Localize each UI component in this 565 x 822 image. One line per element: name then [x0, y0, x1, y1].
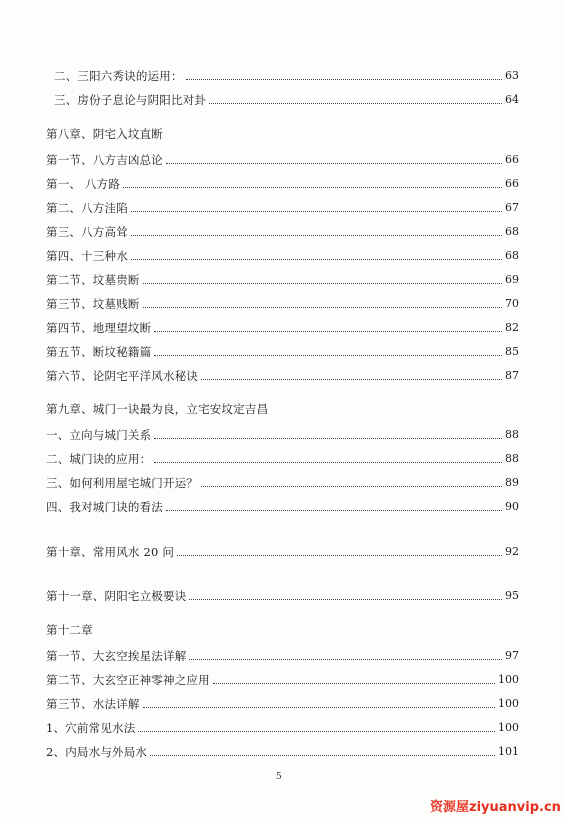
toc-entry[interactable] [46, 271, 519, 287]
toc-entry[interactable] [46, 247, 519, 263]
dot-leader [143, 307, 502, 308]
toc-entry-label: 第六节、论阴宅平洋风水秘诀 [46, 369, 199, 383]
toc-entry-page: 88 [505, 428, 519, 441]
toc-entry-label: 第四节、地理望坟断 [46, 321, 152, 335]
toc-entry-label: 第三节、坟墓贱断 [46, 297, 140, 311]
dot-leader [154, 438, 502, 439]
chapter-heading[interactable]: 第九章、城门一诀最为良，立宅安坟定吉昌 [46, 402, 269, 416]
toc-entry-label: 第十一章、阴阳宅立极要诀 [46, 589, 187, 603]
dot-leader [201, 486, 502, 487]
toc-entry[interactable] [46, 426, 519, 442]
toc-entry-label: 一、立向与城门关系 [46, 428, 152, 442]
toc-entry-page: 69 [505, 273, 519, 286]
dot-leader [131, 235, 502, 236]
toc-entry-label: 三、如何利用屋宅城门开运？ [46, 476, 199, 490]
page-number: 5 [276, 772, 282, 782]
dot-leader [143, 283, 502, 284]
toc-entry-label: 第三节、水法详解 [46, 697, 140, 711]
toc-entry-page: 97 [505, 649, 519, 662]
toc-entry-page: 100 [498, 721, 519, 734]
watermark: 资源屋ziyuanvip.cn [430, 800, 561, 815]
toc-entry-label: 第一节、八方吉凶总论 [46, 153, 163, 167]
chapter-heading[interactable]: 第八章、阴宅入坟直断 [46, 127, 163, 141]
toc-entry[interactable] [46, 450, 519, 466]
dot-leader [150, 755, 495, 756]
dot-leader [154, 355, 502, 356]
dot-leader [189, 659, 502, 660]
toc-entry-page: 82 [505, 321, 519, 334]
dot-leader [166, 510, 502, 511]
dot-leader [177, 555, 502, 556]
toc-entry-page: 63 [505, 69, 519, 82]
toc-entry-label: 第一、 八方路 [46, 177, 121, 191]
chapter-heading[interactable]: 第十二章 [46, 623, 93, 637]
toc-entry[interactable] [46, 647, 519, 663]
dot-leader [209, 103, 502, 104]
dot-leader [189, 599, 502, 600]
dot-leader [138, 731, 495, 732]
toc-entry-label: 三、房份子息论与阴阳比对卦 [54, 93, 207, 107]
toc-entry-label: 第四、十三种水 [46, 249, 128, 263]
toc-entry-label: 第二节、坟墓贵断 [46, 273, 140, 287]
toc-entry-label: 第一节、大玄空挨星法详解 [46, 649, 187, 663]
toc-entry[interactable] [46, 175, 519, 191]
toc-entry-page: 64 [505, 93, 519, 106]
toc-entry[interactable] [46, 498, 519, 514]
toc-entry-label: 第二、八方洼陷 [46, 201, 128, 215]
toc-entry-page: 95 [505, 589, 519, 602]
toc-entry-page: 70 [505, 297, 519, 310]
dot-leader [166, 163, 502, 164]
dot-leader [201, 379, 502, 380]
dot-leader [143, 707, 495, 708]
toc-entry-label: 第五节、断坟秘籍篇 [46, 345, 152, 359]
toc-entry-label: 第十章、常用风水 20 问 [46, 545, 175, 559]
toc-entry[interactable] [46, 367, 519, 383]
toc-entry-page: 100 [498, 697, 519, 710]
toc-entry[interactable] [46, 319, 519, 335]
toc-entry-page: 92 [505, 545, 519, 558]
toc-entry-page: 68 [505, 249, 519, 262]
toc-entry-label: 1、穴前常见水法 [46, 721, 136, 735]
toc-entry-page: 101 [498, 745, 519, 758]
toc-entry-label: 二、城门诀的应用： [46, 452, 152, 466]
toc-entry[interactable] [46, 695, 519, 711]
toc-entry-page: 90 [505, 500, 519, 513]
dot-leader [131, 259, 502, 260]
dot-leader [131, 211, 502, 212]
dot-leader [154, 331, 502, 332]
toc-entry-page: 88 [505, 452, 519, 465]
toc-entry[interactable] [54, 67, 519, 83]
toc-entry-page: 87 [505, 369, 519, 382]
dot-leader [186, 79, 502, 80]
dot-leader [123, 187, 502, 188]
toc-entry-page: 66 [505, 153, 519, 166]
toc-entry[interactable] [46, 151, 519, 167]
toc-entry-page: 68 [505, 225, 519, 238]
toc-entry[interactable] [46, 474, 519, 490]
toc-entry[interactable] [46, 199, 519, 215]
toc-entry-chapter[interactable] [46, 587, 519, 603]
toc-entry-label: 第二节、大玄空正神零神之应用 [46, 673, 210, 687]
dot-leader [213, 683, 495, 684]
toc-entry[interactable] [46, 719, 519, 735]
dot-leader [154, 462, 502, 463]
toc-entry[interactable] [54, 91, 519, 107]
toc-entry-label: 2、内局水与外局水 [46, 745, 148, 759]
toc-entry-label: 第三、八方高耸 [46, 225, 128, 239]
toc-entry[interactable] [46, 671, 519, 687]
toc-entry[interactable] [46, 223, 519, 239]
toc-entry-page: 67 [505, 201, 519, 214]
toc-entry-label: 二、三阳六秀诀的运用： [54, 69, 183, 83]
toc-entry-page: 89 [505, 476, 519, 489]
toc-entry[interactable] [46, 343, 519, 359]
toc-entry[interactable] [46, 295, 519, 311]
toc-entry-label: 四、我对城门诀的看法 [46, 500, 163, 514]
toc-entry-page: 66 [505, 177, 519, 190]
toc-entry[interactable] [46, 743, 519, 759]
toc-entry-page: 85 [505, 345, 519, 358]
toc-entry-page: 100 [498, 673, 519, 686]
toc-entry-chapter[interactable] [46, 543, 519, 559]
